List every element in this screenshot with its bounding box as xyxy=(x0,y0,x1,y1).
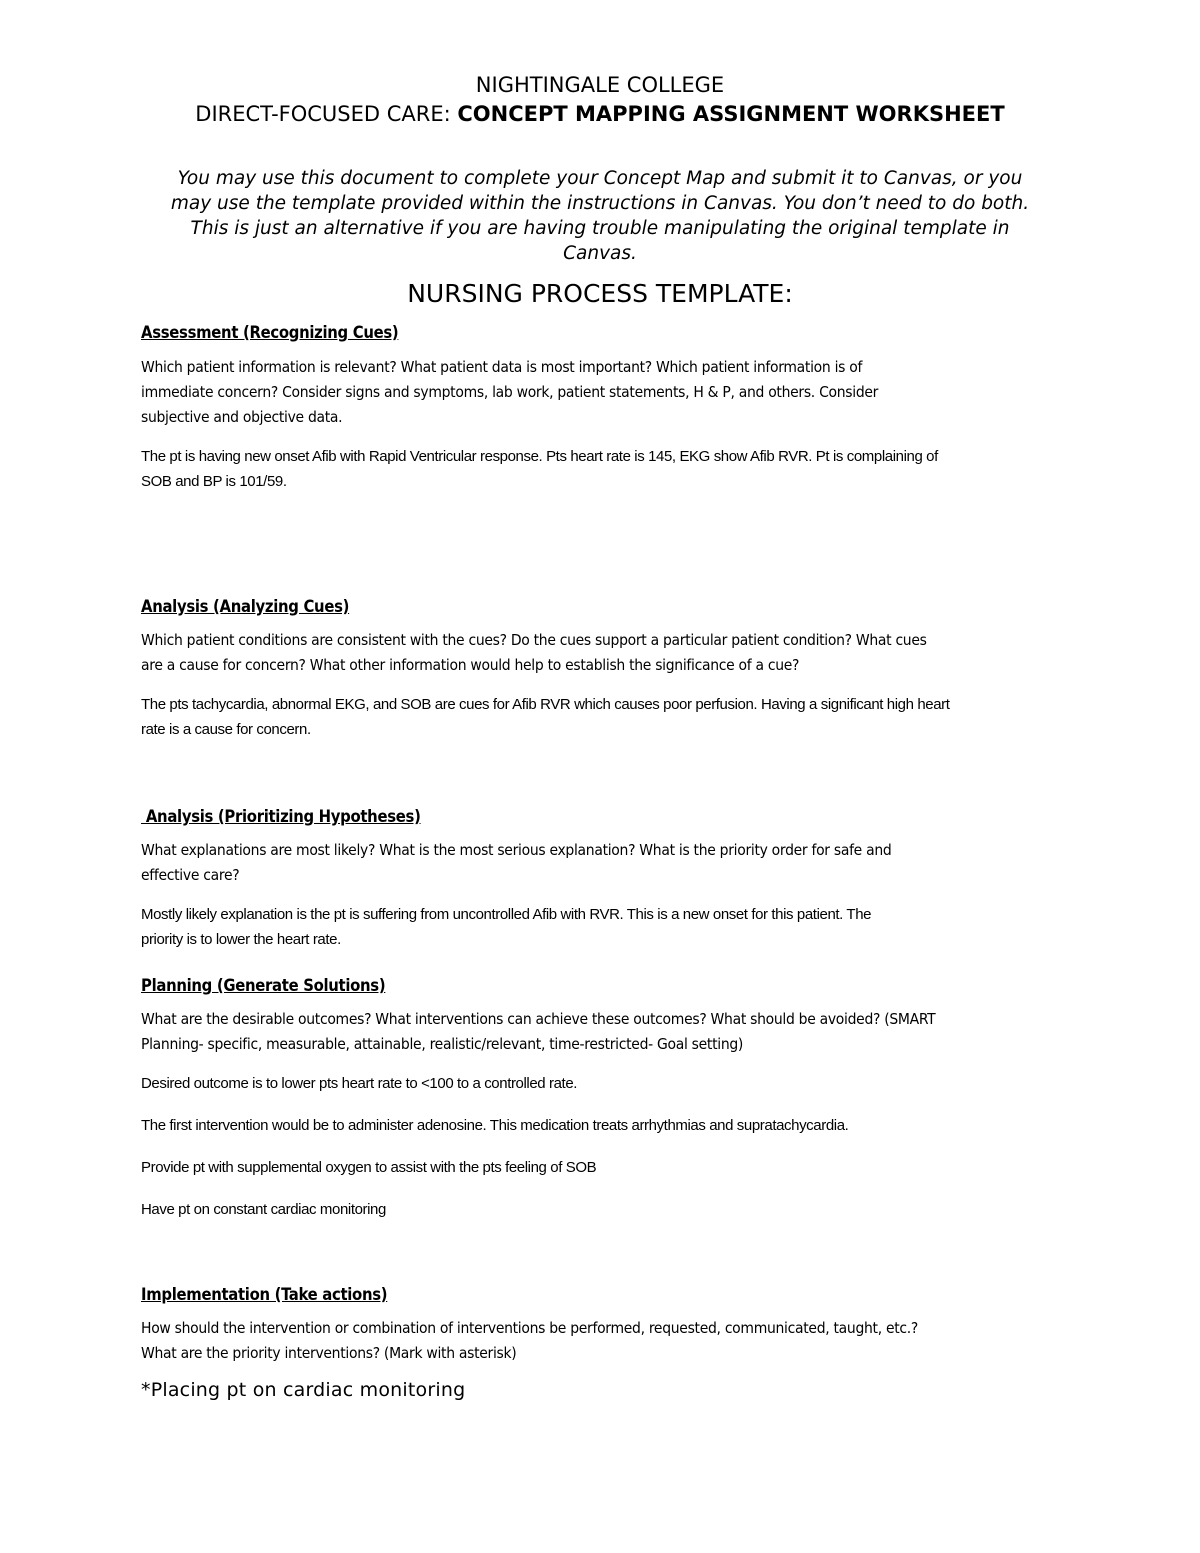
assessment-answer xyxy=(141,444,1071,494)
intro-paragraph xyxy=(140,166,1060,266)
question-line: subjective and objective data. xyxy=(141,408,343,426)
question-line: What are the priority interventions? (Mark with asterisk) xyxy=(141,1344,517,1362)
intro-line: may use the template provided within the instructions in Canvas. You don’t need to do both. xyxy=(170,193,1030,214)
intro-line: This is just an alternative if you are having trouble manipulating the original template in xyxy=(190,218,1010,239)
planning-answer-oxygen: Provide pt with supplemental oxygen to assist with the pts feeling of SOB xyxy=(141,1159,597,1176)
assessment-heading: Assessment (Recognizing Cues) xyxy=(141,323,399,342)
analysis-cues-answer xyxy=(141,692,1071,742)
implementation-answer: *Placing pt on cardiac monitoring xyxy=(141,1379,466,1401)
analysis-hypotheses-heading: Analysis (Prioritizing Hypotheses) xyxy=(141,807,421,826)
answer-line: rate is a cause for concern. xyxy=(141,721,311,738)
question-line: How should the intervention or combination of interventions be performed, requested, communicated, taught, etc.? xyxy=(141,1319,919,1337)
question-line: effective care? xyxy=(141,866,240,884)
question-line: are a cause for concern? What other information would help to establish the significance of a cue? xyxy=(141,656,800,674)
planning-section xyxy=(141,975,1071,1222)
answer-line: The pts tachycardia, abnormal EKG, and SOB are cues for Afib RVR which causes poor perfusion. Having a significant high heart xyxy=(141,696,950,713)
template-title: NURSING PROCESS TEMPLATE: xyxy=(407,279,793,308)
worksheet-title-bold: CONCEPT MAPPING ASSIGNMENT WORKSHEET xyxy=(457,102,1005,126)
college-name: NIGHTINGALE COLLEGE xyxy=(475,73,725,97)
answer-line: The pt is having new onset Afib with Rapid Ventricular response. Pts heart rate is 145, EKG show Afib RVR. Pt is complaining of xyxy=(141,448,938,465)
question-line: Planning- specific, measurable, attainable, realistic/relevant, time-restricted- Goal setting) xyxy=(141,1035,744,1053)
assessment-question xyxy=(141,355,1071,430)
question-line: What explanations are most likely? What is the most serious explanation? What is the priority order for safe and xyxy=(141,841,892,859)
analysis-hypotheses-answer xyxy=(141,902,1071,952)
intro-line: You may use this document to complete your Concept Map and submit it to Canvas, or you xyxy=(177,168,1023,189)
assessment-section xyxy=(141,322,1071,494)
implementation-section xyxy=(141,1284,1071,1402)
question-line: Which patient information is relevant? What patient data is most important? Which patient information is of xyxy=(141,358,863,376)
planning-answer-outcome: Desired outcome is to lower pts heart rate to <100 to a controlled rate. xyxy=(141,1075,578,1092)
worksheet-title xyxy=(100,101,1100,127)
answer-line: priority is to lower the heart rate. xyxy=(141,931,341,948)
analysis-hypotheses-question xyxy=(141,838,1071,888)
analysis-hypotheses-section xyxy=(141,806,1071,952)
intro-line: Canvas. xyxy=(563,243,637,264)
planning-answer-adenosine: The first intervention would be to administer adenosine. This medication treats arrhythmias and supratachycardia. xyxy=(141,1117,849,1134)
question-line: immediate concern? Consider signs and symptoms, lab work, patient statements, H & P, and others. Consider xyxy=(141,383,879,401)
analysis-cues-section xyxy=(141,596,1071,742)
answer-line: Mostly likely explanation is the pt is suffering from uncontrolled Afib with RVR. This is a new onset for this patient. The xyxy=(141,906,872,923)
worksheet-title-prefix: DIRECT-FOCUSED CARE: xyxy=(195,102,458,126)
analysis-cues-question xyxy=(141,628,1071,678)
planning-answer-monitoring: Have pt on constant cardiac monitoring xyxy=(141,1201,386,1218)
answer-line: SOB and BP is 101/59. xyxy=(141,473,287,490)
question-line: Which patient conditions are consistent with the cues? Do the cues support a particular patient condition? What cues xyxy=(141,631,927,649)
planning-heading: Planning (Generate Solutions) xyxy=(141,976,386,995)
planning-question xyxy=(141,1007,1071,1057)
implementation-question xyxy=(141,1316,1071,1366)
analysis-cues-heading: Analysis (Analyzing Cues) xyxy=(141,597,350,616)
question-line: What are the desirable outcomes? What interventions can achieve these outcomes? What should be avoided? (SMART xyxy=(141,1010,936,1028)
implementation-heading: Implementation (Take actions) xyxy=(141,1285,388,1304)
